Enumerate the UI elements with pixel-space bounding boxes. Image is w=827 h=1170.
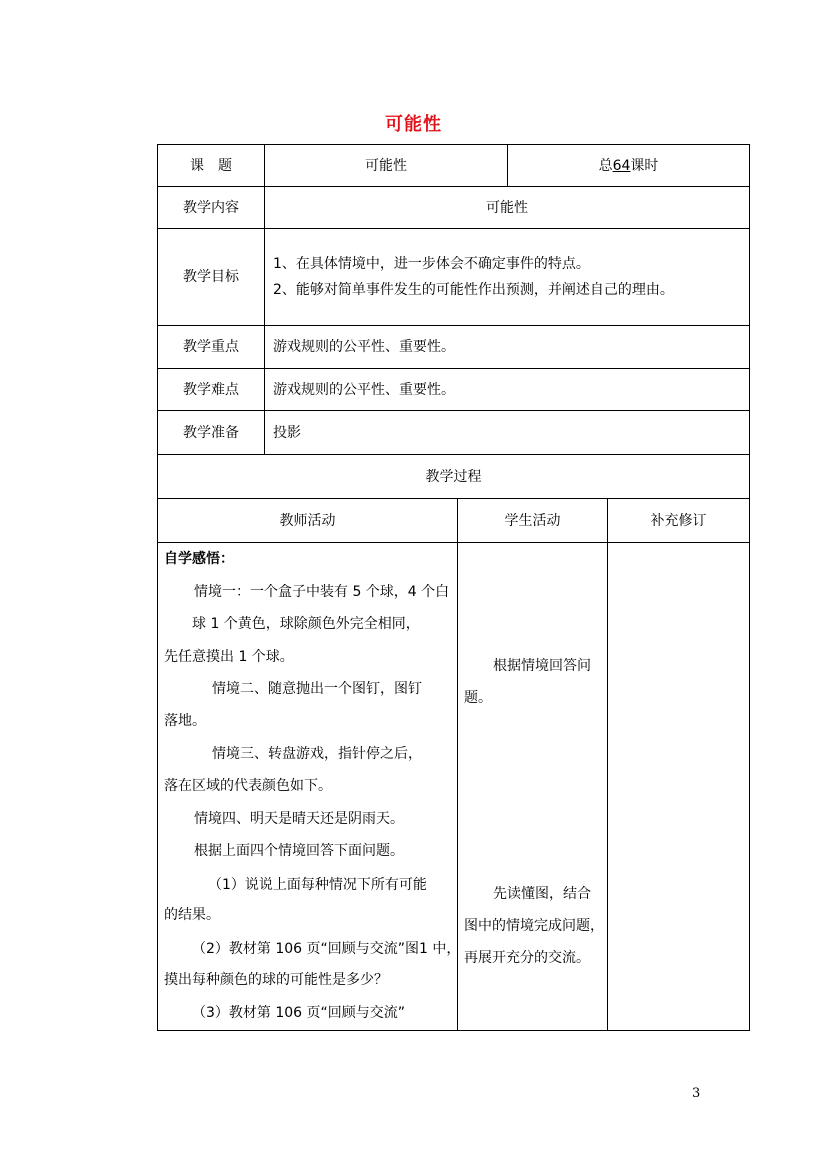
col-teacher-header: 教师活动	[279, 512, 336, 529]
difficulty-label: 教学难点	[183, 381, 239, 398]
lesson-count	[508, 145, 749, 186]
teacher-line: 的结果。	[164, 907, 220, 923]
teacher-line: 情境三、转盘游戏，指针停之后，	[212, 746, 422, 762]
teacher-line: 情境二、随意抛出一个图钉，图钉	[212, 681, 422, 697]
student-line: 再展开充分的交流。	[464, 950, 590, 966]
student-line: 图中的情境完成问题，	[464, 918, 604, 934]
student-line: 根据情境回答问	[493, 658, 591, 674]
teacher-line: （1）说说上面每种情况下所有可能	[208, 877, 427, 893]
goal-item-1: 1、在具体情境中，进一步体会不确定事件的特点。	[273, 256, 590, 272]
col-notes-header: 补充修订	[650, 512, 707, 529]
teacher-line: 先任意摸出 1 个球。	[164, 649, 294, 665]
teacher-line: 落地。	[164, 713, 206, 729]
process-header: 教学过程	[425, 468, 482, 485]
topic-label: 课 题	[190, 157, 232, 174]
teacher-line: 情境四、明天是晴天还是阴雨天。	[194, 811, 404, 827]
difficulty-value: 游戏规则的公平性、重要性。	[273, 381, 455, 398]
prep-value: 投影	[273, 424, 301, 441]
page-number: 3	[692, 1086, 701, 1101]
lesson-suffix: 课时	[630, 157, 659, 174]
content-label: 教学内容	[183, 199, 239, 216]
student-line: 题。	[464, 690, 492, 706]
goals-value	[265, 229, 749, 325]
teacher-line: （2）教材第 106 页“回顾与交流”图1 中，	[192, 941, 461, 957]
teacher-line: 根据上面四个情境回答下面问题。	[194, 843, 404, 859]
focus-value: 游戏规则的公平性、重要性。	[273, 339, 455, 355]
teacher-line: 自学感悟：	[164, 551, 234, 567]
lesson-prefix: 总	[598, 157, 613, 174]
student-line: 先读懂图，结合	[493, 886, 591, 902]
focus-label: 教学重点	[183, 339, 239, 355]
goal-item-2: 2、能够对简单事件发生的可能性作出预测，并阐述自己的理由。	[273, 282, 674, 298]
teacher-line: 情境一：一个盒子中装有 5 个球，4 个白	[194, 584, 450, 600]
teacher-line: 球 1 个黄色，球除颜色外完全相同，	[192, 616, 420, 632]
content-value: 可能性	[486, 199, 528, 216]
teacher-line: 落在区域的代表颜色如下。	[164, 778, 332, 794]
teacher-line: 摸出每种颜色的球的可能性是多少？	[164, 972, 388, 988]
document-title: 可能性	[385, 114, 442, 135]
lesson-number: 64	[612, 157, 631, 174]
teacher-line: （3）教材第 106 页“回顾与交流”	[192, 1005, 406, 1021]
topic-value: 可能性	[365, 157, 407, 174]
col-student-header: 学生活动	[504, 512, 561, 529]
prep-label: 教学准备	[183, 424, 239, 441]
goals-label: 教学目标	[183, 269, 239, 285]
